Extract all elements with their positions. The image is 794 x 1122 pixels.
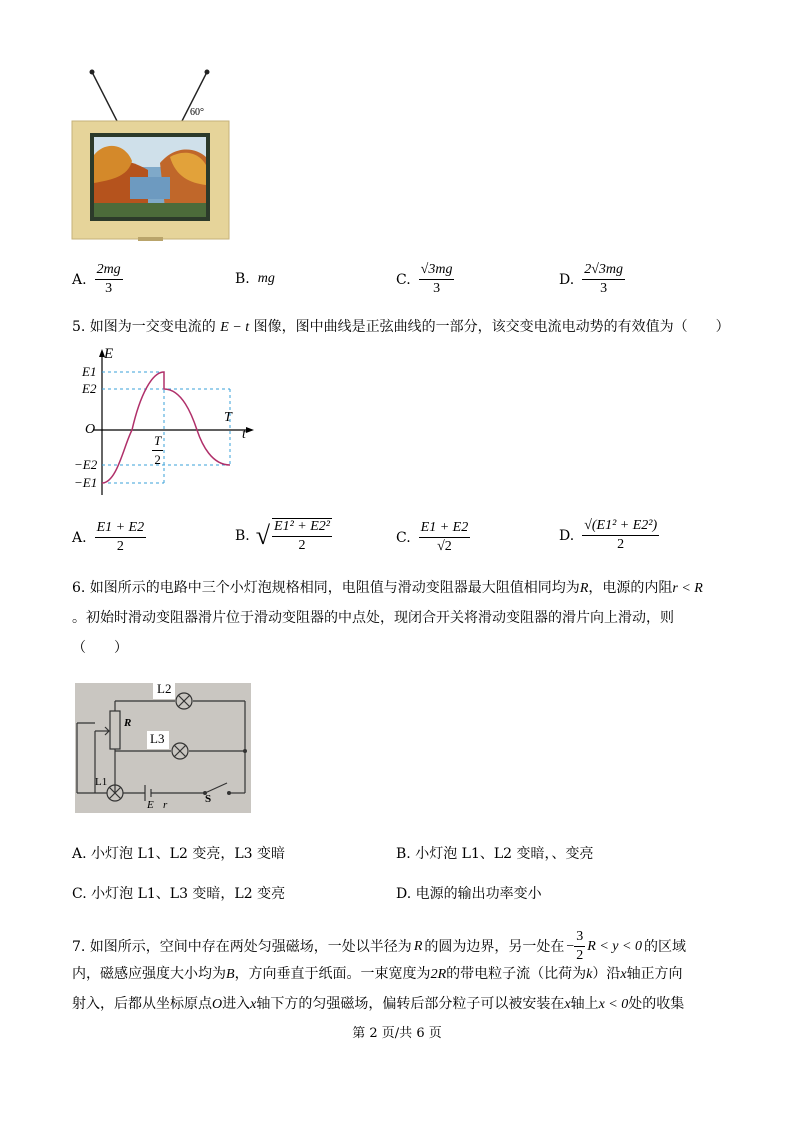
q7-1b: 的圆为边界，另一处在 bbox=[424, 938, 565, 955]
graph-E1: E1 bbox=[82, 364, 97, 379]
q7-3e: 处的收集 bbox=[628, 996, 685, 1012]
q7-3x: x bbox=[250, 997, 257, 1012]
option-letter: C. bbox=[72, 886, 87, 902]
q4-option-a[interactable] bbox=[72, 262, 123, 297]
frac-den: 2 bbox=[617, 537, 625, 552]
hanging-picture-figure bbox=[70, 65, 235, 245]
option-text: 电源的输出功率变小 bbox=[415, 886, 542, 902]
graph-negE1: −E1 bbox=[74, 475, 98, 490]
q7-3c: 轴下方的匀强磁场，偏转后部分粒子可以被安装在 bbox=[256, 996, 565, 1012]
q7-frac-den: 2 bbox=[576, 948, 584, 963]
frac-num: E1 + E2 bbox=[419, 520, 471, 538]
q7-3cond: x < 0 bbox=[598, 997, 629, 1012]
option-letter: B. bbox=[396, 846, 411, 862]
q7-2a: 内，磁感应强度大小均为 bbox=[72, 966, 226, 982]
frac-num: √(E1² + E2²) bbox=[582, 518, 659, 536]
q4-option-c[interactable] bbox=[396, 262, 454, 297]
graph-negE2: −E2 bbox=[74, 457, 98, 472]
q6-stem-R: R bbox=[579, 581, 589, 596]
frac-den: 2 bbox=[298, 538, 306, 553]
frac-den: √2 bbox=[437, 539, 452, 554]
q5-option-c[interactable] bbox=[396, 520, 470, 555]
angle-label: 60° bbox=[190, 107, 204, 118]
q7-line1: 7. 如图所示，空间中存在两处匀强磁场，一处以半径为 R 的圆为边界，另一处在 − $\frac{3}{2}$ R < y < 0 的区域 bbox=[72, 929, 686, 963]
graph-x-label: t bbox=[242, 427, 246, 442]
circuit-R: R bbox=[124, 717, 132, 729]
frac-den: 3 bbox=[105, 281, 113, 296]
page-footer: 第 2 页/共 6 页 bbox=[352, 1026, 442, 1041]
circuit-L1: L1 bbox=[95, 776, 108, 788]
option-letter: D. bbox=[559, 527, 575, 544]
q7-1R: R bbox=[413, 938, 423, 954]
graph-E2: E2 bbox=[82, 381, 97, 396]
option-letter: D. bbox=[396, 886, 412, 902]
circuit-L3: L3 bbox=[150, 731, 165, 746]
q6-stem-r: r < R bbox=[672, 581, 703, 596]
T-half-num: T bbox=[152, 433, 163, 451]
T-half-den: 2 bbox=[154, 452, 161, 467]
q6-stem-line3: （ ） bbox=[72, 640, 128, 656]
q5-option-d[interactable] bbox=[559, 518, 659, 553]
et-graph bbox=[72, 345, 262, 500]
q6-stem-line1 bbox=[72, 579, 703, 598]
q5-option-a[interactable] bbox=[72, 520, 146, 555]
option-letter: B. bbox=[235, 271, 250, 287]
q7-2x: x bbox=[620, 967, 627, 982]
q7-1a: 7. 如图所示，空间中存在两处匀强磁场，一处以半径为 bbox=[72, 938, 412, 955]
q7-3d: 轴上 bbox=[570, 996, 599, 1012]
q5-option-b[interactable] bbox=[235, 518, 332, 554]
q7-frac-num: 3 bbox=[574, 929, 585, 947]
q6-option-b[interactable] bbox=[396, 845, 594, 863]
q5-stem-a: 5. 如图为一交变电流的 bbox=[72, 319, 216, 335]
circuit-r: r bbox=[163, 799, 168, 811]
q7-2k: k bbox=[586, 967, 593, 982]
q7-3a: 射入，后都从坐标原点 bbox=[72, 996, 212, 1012]
q7-3O: O bbox=[212, 997, 223, 1012]
q7-3x2: x bbox=[564, 997, 571, 1012]
q6-option-c[interactable] bbox=[72, 885, 285, 903]
q7-1cond: R < y < 0 bbox=[587, 938, 642, 954]
q7-frac bbox=[574, 929, 585, 964]
option-letter: C. bbox=[396, 271, 411, 288]
q4-option-b[interactable] bbox=[235, 271, 275, 287]
graph-origin: O bbox=[85, 422, 96, 437]
q5-stem bbox=[72, 318, 730, 337]
option-letter: D. bbox=[559, 271, 575, 288]
graph-T-half bbox=[152, 433, 163, 468]
q7-line3 bbox=[72, 995, 684, 1014]
option-text: mg bbox=[257, 271, 275, 286]
q7-1c: 的区域 bbox=[643, 938, 686, 955]
q6-stem-1a: 6. 如图所示的电路中三个小灯泡规格相同，电阻值与滑动变阻器最大阻值相同均为 bbox=[72, 580, 580, 596]
circuit-figure bbox=[75, 683, 251, 813]
q7-line2 bbox=[72, 965, 683, 984]
option-text: 小灯泡 L1、L3 变暗，L2 变亮 bbox=[91, 886, 286, 902]
frac-num: √3mg bbox=[419, 262, 455, 280]
frac-num: E1² + E2² bbox=[272, 519, 332, 537]
circuit-S: S bbox=[205, 793, 212, 805]
q7-2e: 轴正方向 bbox=[626, 966, 683, 982]
option-letter: A. bbox=[72, 846, 87, 862]
circuit-L2: L2 bbox=[157, 681, 172, 696]
q7-2d: ）沿 bbox=[592, 966, 621, 982]
frac-den: 3 bbox=[433, 281, 441, 296]
frac-num: E1 + E2 bbox=[95, 520, 147, 538]
frac-num: 2√3mg bbox=[582, 262, 625, 280]
q6-option-d[interactable] bbox=[396, 885, 542, 903]
frac-den: 3 bbox=[600, 281, 608, 296]
q6-stem-1b: ，电源的内阻 bbox=[588, 580, 673, 596]
option-text: 小灯泡 L1、L2 变亮，L3 变暗 bbox=[91, 846, 285, 862]
q7-2c: 的带电粒子流（比荷为 bbox=[446, 966, 587, 982]
q4-option-d[interactable] bbox=[559, 262, 625, 297]
q7-2b: ，方向垂直于纸面。一束宽度为 bbox=[234, 966, 431, 982]
q6-stem-line2: 。初始时滑动变阻器滑片位于滑动变阻器的中点处，现闭合开关将滑动变阻器的滑片向上滑动，则 bbox=[72, 610, 674, 626]
q5-stem-var: E − t bbox=[220, 320, 250, 335]
q7-2R: 2R bbox=[430, 967, 447, 982]
frac-num: 2mg bbox=[95, 262, 123, 280]
q7-2B: B bbox=[226, 967, 235, 982]
q7-3b: 进入 bbox=[222, 996, 251, 1012]
sqrt-sign: √ bbox=[255, 521, 271, 550]
option-letter: A. bbox=[72, 529, 87, 546]
graph-y-label: E bbox=[104, 346, 114, 362]
option-text: 小灯泡 L1、L2 变暗，、变亮 bbox=[415, 846, 594, 862]
option-letter: A. bbox=[72, 271, 87, 288]
frac-den: 2 bbox=[116, 539, 124, 554]
graph-T: T bbox=[224, 410, 232, 425]
q5-stem-b: 图像，图中曲线是正弦曲线的一部分，该交变电流电动势的有效值为（ ） bbox=[253, 319, 730, 335]
option-letter: B. bbox=[235, 528, 250, 544]
option-letter: C. bbox=[396, 529, 411, 546]
circuit-E: E bbox=[147, 799, 154, 811]
q6-option-a[interactable] bbox=[72, 845, 285, 863]
